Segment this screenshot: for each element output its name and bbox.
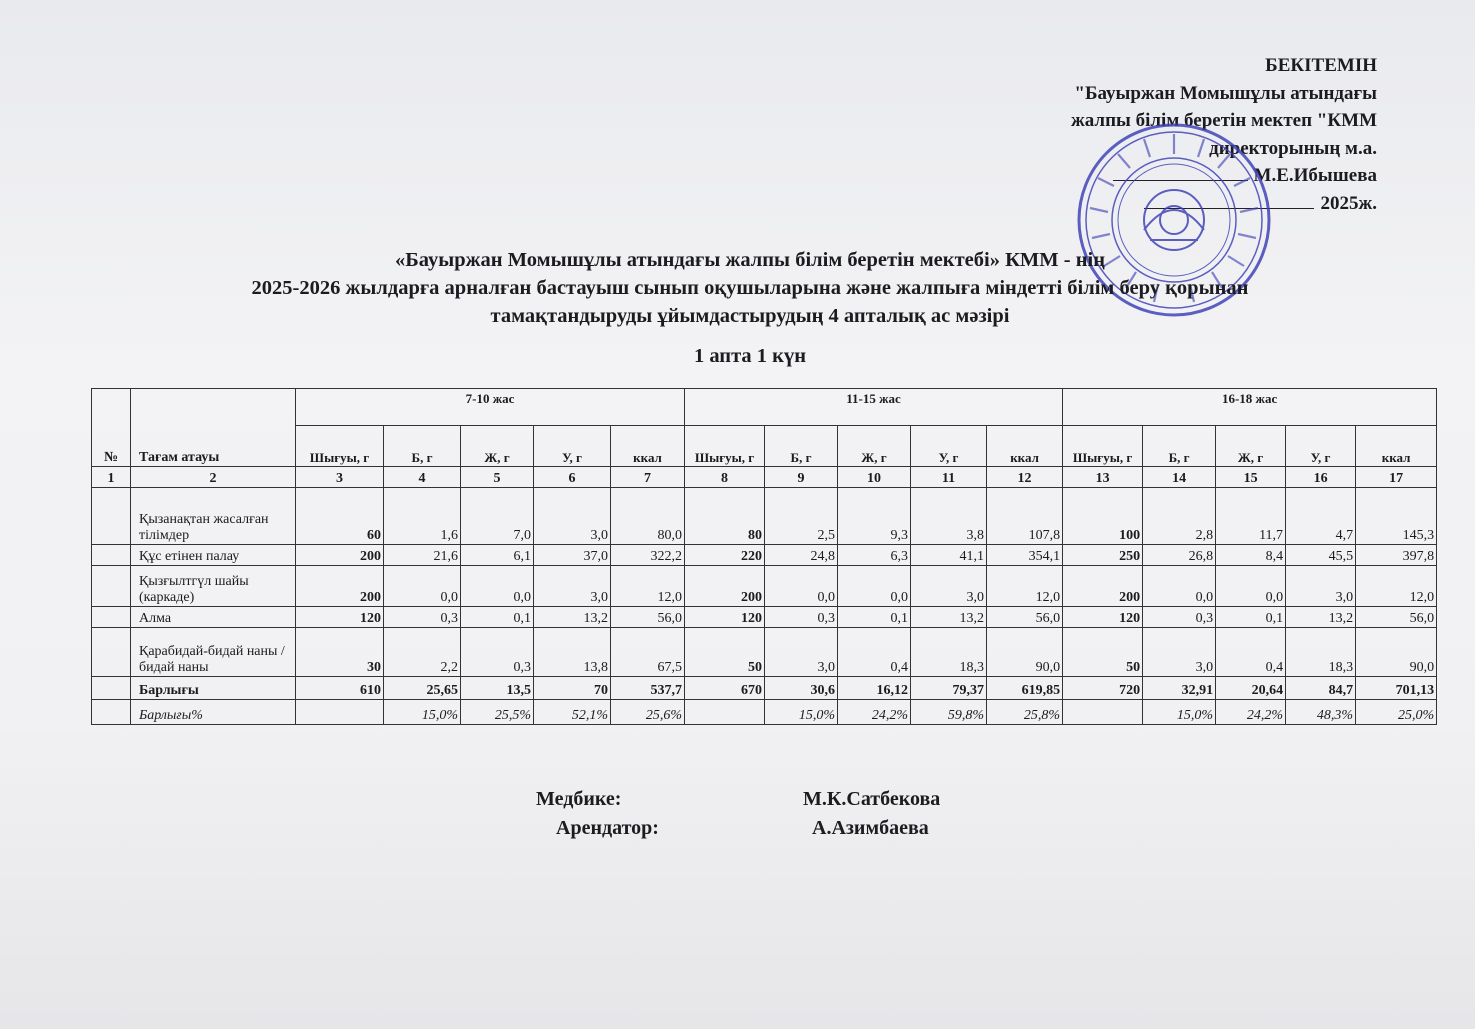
column-number: 6 xyxy=(534,467,611,488)
row-number-cell xyxy=(92,607,131,628)
column-number: 7 xyxy=(611,467,685,488)
dish-name: Қызанақтан жасалған тілімдер xyxy=(131,488,296,545)
value-cell: 12,0 xyxy=(987,566,1063,607)
value-cell: 0,0 xyxy=(461,566,534,607)
value-cell: 56,0 xyxy=(987,607,1063,628)
value-cell: 2,2 xyxy=(384,628,461,677)
value-cell: 0,0 xyxy=(384,566,461,607)
value-cell: 30 xyxy=(296,628,384,677)
value-cell: 0,1 xyxy=(1216,607,1286,628)
value-cell: 18,3 xyxy=(1286,628,1356,677)
value-cell: 0,3 xyxy=(765,607,838,628)
value-cell: 13,5 xyxy=(461,677,534,700)
table-row xyxy=(92,677,1437,700)
value-cell: 48,3% xyxy=(1286,700,1356,725)
row-number-cell xyxy=(92,628,131,677)
value-cell: 41,1 xyxy=(911,545,987,566)
value-cell: 21,6 xyxy=(384,545,461,566)
value-cell: 24,2% xyxy=(1216,700,1286,725)
value-cell: 30,6 xyxy=(765,677,838,700)
value-cell: 4,7 xyxy=(1286,488,1356,545)
value-cell: 0,4 xyxy=(1216,628,1286,677)
dish-name: Қызғылтгүл шайы (каркаде) xyxy=(131,566,296,607)
approval-line-2: жалпы білім беретін мектеп "КММ xyxy=(1070,110,1377,131)
value-cell: 13,2 xyxy=(1286,607,1356,628)
value-cell: 6,1 xyxy=(461,545,534,566)
value-cell: 397,8 xyxy=(1356,545,1437,566)
column-number: 13 xyxy=(1063,467,1143,488)
value-cell: 24,2% xyxy=(838,700,911,725)
row-number-cell xyxy=(92,700,131,725)
table-row xyxy=(92,607,1437,628)
value-cell: 200 xyxy=(296,566,384,607)
value-cell: 1,6 xyxy=(384,488,461,545)
column-number: 17 xyxy=(1356,467,1437,488)
approval-heading: БЕКІТЕМІН xyxy=(1265,55,1377,76)
value-cell: 84,7 xyxy=(1286,677,1356,700)
sub-header-11: Шығуы, г xyxy=(1063,426,1143,467)
value-cell: 200 xyxy=(296,545,384,566)
value-cell: 0,1 xyxy=(838,607,911,628)
value-cell: 3,0 xyxy=(534,488,611,545)
dish-name: Құс етінен палау xyxy=(131,545,296,566)
medic-label: Медбике: xyxy=(536,788,622,810)
value-cell: 60 xyxy=(296,488,384,545)
value-cell: 0,0 xyxy=(1216,566,1286,607)
value-cell: 12,0 xyxy=(611,566,685,607)
value-cell: 3,8 xyxy=(911,488,987,545)
value-cell xyxy=(1063,700,1143,725)
table-row xyxy=(92,488,1437,545)
value-cell: 80,0 xyxy=(611,488,685,545)
column-number-row xyxy=(92,467,1437,488)
sub-header-6: Шығуы, г xyxy=(685,426,765,467)
sub-header-14: У, г xyxy=(1286,426,1356,467)
row-number-cell xyxy=(92,566,131,607)
value-cell: 610 xyxy=(296,677,384,700)
value-cell: 16,12 xyxy=(838,677,911,700)
group-header-row xyxy=(92,389,1437,426)
sub-header-7: Б, г xyxy=(765,426,838,467)
header-group-11-15: 11-15 жас xyxy=(685,389,1063,426)
value-cell: 107,8 xyxy=(987,488,1063,545)
value-cell: 619,85 xyxy=(987,677,1063,700)
value-cell: 70 xyxy=(534,677,611,700)
sub-header-15: ккал xyxy=(1356,426,1437,467)
value-cell: 56,0 xyxy=(611,607,685,628)
value-cell: 37,0 xyxy=(534,545,611,566)
column-number: 8 xyxy=(685,467,765,488)
value-cell: 59,8% xyxy=(911,700,987,725)
value-cell: 120 xyxy=(296,607,384,628)
value-cell: 90,0 xyxy=(1356,628,1437,677)
value-cell: 200 xyxy=(1063,566,1143,607)
column-number: 12 xyxy=(987,467,1063,488)
menu-table-body xyxy=(92,488,1437,725)
tenant-label: Арендатор: xyxy=(556,817,659,839)
column-number: 14 xyxy=(1143,467,1216,488)
dish-name: Барлығы xyxy=(131,677,296,700)
value-cell: 3,0 xyxy=(1286,566,1356,607)
column-number: 11 xyxy=(911,467,987,488)
value-cell: 26,8 xyxy=(1143,545,1216,566)
column-number: 9 xyxy=(765,467,838,488)
tenant-name: А.Азимбаева xyxy=(812,817,929,839)
approval-line-1: "Бауыржан Момышұлы атындағы xyxy=(1074,82,1377,104)
sub-header-3: Ж, г xyxy=(461,426,534,467)
value-cell: 0,3 xyxy=(1143,607,1216,628)
value-cell: 25,0% xyxy=(1356,700,1437,725)
value-cell: 145,3 xyxy=(1356,488,1437,545)
column-number: 3 xyxy=(296,467,384,488)
sub-header-12: Б, г xyxy=(1143,426,1216,467)
column-number: 10 xyxy=(838,467,911,488)
value-cell: 0,4 xyxy=(838,628,911,677)
value-cell: 2,8 xyxy=(1143,488,1216,545)
value-cell: 2,5 xyxy=(765,488,838,545)
value-cell: 11,7 xyxy=(1216,488,1286,545)
sub-header-9: У, г xyxy=(911,426,987,467)
column-number: 15 xyxy=(1216,467,1286,488)
value-cell: 45,5 xyxy=(1286,545,1356,566)
value-cell: 0,3 xyxy=(461,628,534,677)
value-cell: 701,13 xyxy=(1356,677,1437,700)
header-dish-name: Тағам атауы xyxy=(131,389,296,467)
value-cell: 3,0 xyxy=(1143,628,1216,677)
dish-name: Алма xyxy=(131,607,296,628)
row-number-cell xyxy=(92,677,131,700)
value-cell xyxy=(296,700,384,725)
medic-name: М.К.Сатбекова xyxy=(803,788,941,810)
sub-header-4: У, г xyxy=(534,426,611,467)
value-cell: 15,0% xyxy=(765,700,838,725)
value-cell: 0,1 xyxy=(461,607,534,628)
header-no: № xyxy=(92,389,131,467)
value-cell: 67,5 xyxy=(611,628,685,677)
value-cell: 80 xyxy=(685,488,765,545)
director-name: М.Е.Ибышева xyxy=(1253,165,1377,186)
title-line-1: «Бауыржан Момышұлы атындағы жалпы білім беретін мектебі» КММ - нің xyxy=(394,249,1106,271)
week-day-label: 1 апта 1 күн xyxy=(693,345,807,367)
column-number: 5 xyxy=(461,467,534,488)
title-line-2: 2025-2026 жылдарға арналған бастауыш сынып оқушыларына және жалпыға міндетті білім беру қорынан xyxy=(251,277,1249,299)
column-number: 16 xyxy=(1286,467,1356,488)
approval-date: 2025ж. xyxy=(1320,192,1377,214)
value-cell: 15,0% xyxy=(384,700,461,725)
value-cell: 250 xyxy=(1063,545,1143,566)
value-cell: 12,0 xyxy=(1356,566,1437,607)
header-group-16-18: 16-18 жас xyxy=(1063,389,1437,426)
value-cell: 90,0 xyxy=(987,628,1063,677)
value-cell: 56,0 xyxy=(1356,607,1437,628)
value-cell: 3,0 xyxy=(534,566,611,607)
dish-name: Барлығы% xyxy=(131,700,296,725)
value-cell: 220 xyxy=(685,545,765,566)
value-cell: 200 xyxy=(685,566,765,607)
value-cell: 50 xyxy=(1063,628,1143,677)
value-cell: 24,8 xyxy=(765,545,838,566)
value-cell: 354,1 xyxy=(987,545,1063,566)
value-cell: 720 xyxy=(1063,677,1143,700)
value-cell: 3,0 xyxy=(765,628,838,677)
value-cell: 25,6% xyxy=(611,700,685,725)
sub-header-10: ккал xyxy=(987,426,1063,467)
value-cell: 100 xyxy=(1063,488,1143,545)
value-cell: 9,3 xyxy=(838,488,911,545)
value-cell: 120 xyxy=(685,607,765,628)
value-cell: 32,91 xyxy=(1143,677,1216,700)
row-number-cell xyxy=(92,488,131,545)
header-group-7-10: 7-10 жас xyxy=(296,389,685,426)
value-cell: 3,0 xyxy=(911,566,987,607)
value-cell: 13,2 xyxy=(534,607,611,628)
column-number: 2 xyxy=(131,467,296,488)
sub-header-1: Шығуы, г xyxy=(296,426,384,467)
value-cell: 322,2 xyxy=(611,545,685,566)
value-cell: 0,0 xyxy=(765,566,838,607)
table-row xyxy=(92,566,1437,607)
value-cell: 8,4 xyxy=(1216,545,1286,566)
value-cell: 120 xyxy=(1063,607,1143,628)
value-cell xyxy=(685,700,765,725)
value-cell: 20,64 xyxy=(1216,677,1286,700)
approval-line-3: директорының м.а. xyxy=(1209,137,1377,159)
document-title xyxy=(100,246,1400,370)
title-line-3: тамақтандыруды ұйымдастырудың 4 апталық ас мәзірі xyxy=(490,305,1010,327)
value-cell: 0,0 xyxy=(1143,566,1216,607)
column-number: 4 xyxy=(384,467,461,488)
value-cell: 6,3 xyxy=(838,545,911,566)
table-row xyxy=(92,700,1437,725)
value-cell: 25,8% xyxy=(987,700,1063,725)
value-cell: 79,37 xyxy=(911,677,987,700)
row-number-cell xyxy=(92,545,131,566)
dish-name: Қарабидай-бидай наны / бидай наны xyxy=(131,628,296,677)
value-cell: 0,0 xyxy=(838,566,911,607)
sub-header-2: Б, г xyxy=(384,426,461,467)
sub-header-5: ккал xyxy=(611,426,685,467)
sub-header-8: Ж, г xyxy=(838,426,911,467)
value-cell: 13,2 xyxy=(911,607,987,628)
sub-header-13: Ж, г xyxy=(1216,426,1286,467)
table-row xyxy=(92,628,1437,677)
column-number: 1 xyxy=(92,467,131,488)
value-cell: 7,0 xyxy=(461,488,534,545)
menu-table xyxy=(91,388,1437,725)
value-cell: 670 xyxy=(685,677,765,700)
value-cell: 50 xyxy=(685,628,765,677)
value-cell: 537,7 xyxy=(611,677,685,700)
value-cell: 25,5% xyxy=(461,700,534,725)
table-row xyxy=(92,545,1437,566)
value-cell: 18,3 xyxy=(911,628,987,677)
value-cell: 15,0% xyxy=(1143,700,1216,725)
value-cell: 52,1% xyxy=(534,700,611,725)
value-cell: 0,3 xyxy=(384,607,461,628)
value-cell: 25,65 xyxy=(384,677,461,700)
value-cell: 13,8 xyxy=(534,628,611,677)
